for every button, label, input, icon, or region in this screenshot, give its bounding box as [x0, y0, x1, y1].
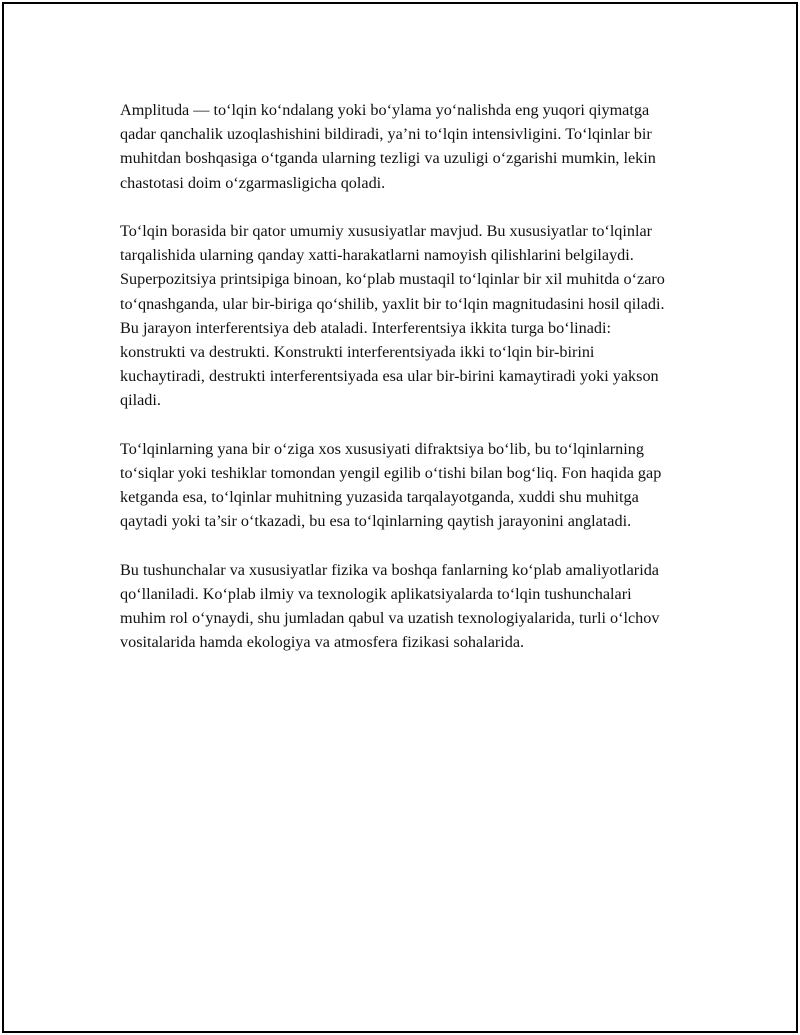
page-frame	[2, 2, 798, 1033]
paragraph-applications: Bu tushunchalar va xususiyatlar fizika va boshqa fanlarning ko‘plab amaliyotlarida qo‘llaniladi. Ko‘plab ilmiy va texnologik aplikatsiyalarda to‘lqin tushunchalari muhim rol o‘ynaydi, shu jumladan qabul va uzatish texnologiyalarida, turli o‘lchov vositalarida hamda ekologiya va atmosfera fizikasi sohalarida.	[120, 560, 660, 652]
document-body	[120, 98, 680, 679]
paragraph-diffraction: To‘lqinlarning yana bir o‘ziga xos xususiyati difraktsiya bo‘lib, bu to‘lqinlarning to‘siqlar yoki teshiklar tomondan yengil egilib o‘tishi bilan bog‘liq. Fon haqida gap ketganda esa, to‘lqinlar muhitning yuzasida tarqalayotganda, xuddi shu muhitga qaytadi yoki ta’sir o‘tkazadi, bu esa to‘lqinlarning qaytish jarayonini anglatadi.	[120, 439, 662, 531]
paragraph-amplitude: Amplituda — to‘lqin ko‘ndalang yoki bo‘ylama yo‘nalishda eng yuqori qiymatga qadar qanchalik uzoqlashishini bildiradi, ya’ni to‘lqin intensivligini. To‘lqinlar bir muhitdan boshqasiga o‘tganda ularning tezligi va uzuligi o‘zgarishi mumkin, lekin chastotasi doim o‘zgarmasligicha qoladi.	[120, 101, 656, 192]
paragraph-wave-properties: To‘lqin borasida bir qator umumiy xususiyatlar mavjud. Bu xususiyatlar to‘lqinlar tarqalishida ularning qanday xatti-harakatlarni namoyish qilishlarini belgilaydi. Superpozitsiya printsipiga binoan, ko‘plab mustaqil to‘lqinlar bir xil muhitda o‘zaro to‘qnashganda, ular bir-biriga qo‘shilib, yaxlit bir to‘lqin magnitudasini hosil qiladi. Bu jarayon interferentsiya deb ataladi. Interferentsiya ikkita turga bo‘linadi: konstrukti va destrukti. Konstrukti interferentsiyada ikki to‘lqin bir-birini kuchaytiradi, destrukti interferentsiyada esa ular bir-birini kamaytiradi yoki yakson qiladi.	[120, 222, 665, 410]
